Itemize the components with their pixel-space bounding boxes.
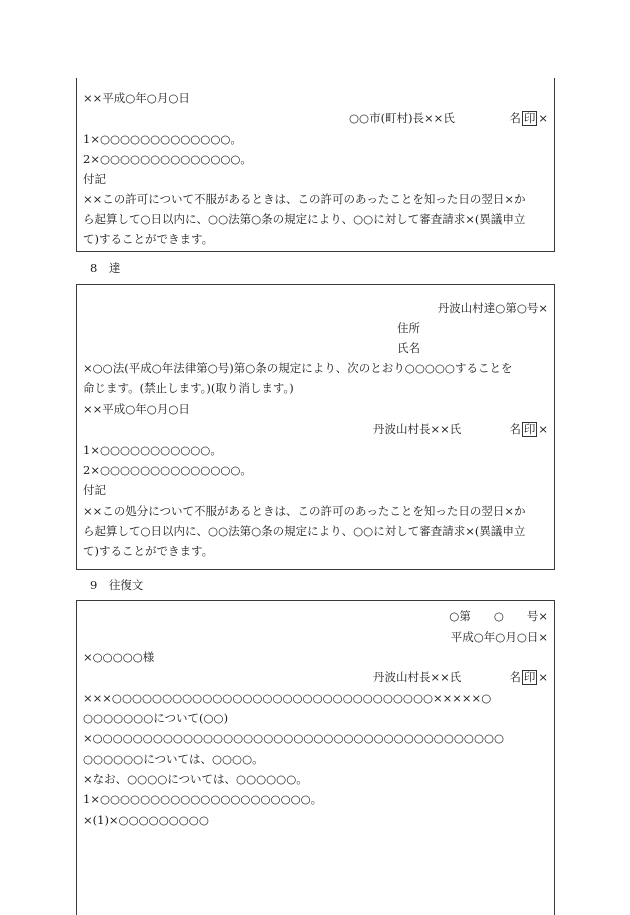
document-box-order: [76, 284, 555, 570]
item-2: 2×○○○○○○○○○○○○○○。: [83, 463, 252, 477]
date-line: ××平成○年○月○日: [83, 91, 190, 105]
seal-suffix: ×: [538, 111, 548, 125]
body-line-3: ×○○○○○○○○○○○○○○○○○○○○○○○○○○○○○○○○○○○○○○○○○: [83, 731, 505, 745]
body-line-5: ×なお、○○○○については、○○○○○○。: [83, 772, 308, 786]
note-line-2: ら起算して○日以内に、○○法第○条の規定により、○○に対して審査請求×(異議申立: [83, 212, 526, 226]
seal-suffix: ×: [538, 422, 548, 436]
note-line-1: ××この処分について不服があるときは、この許可のあったことを知った日の翌日×か: [83, 504, 526, 518]
section-heading-9: 9 往復文: [90, 578, 144, 592]
name-label: 氏名: [397, 341, 420, 355]
seal-prefix: 名: [509, 422, 521, 436]
body-line-1: ×××○○○○○○○○○○○○○○○○○○○○○○○○○○○○○○○○×××××○: [83, 691, 492, 705]
issuer-name: 丹波山村長××氏: [373, 422, 462, 436]
document-box-continued: [76, 78, 555, 252]
seal-mark: 印: [523, 111, 536, 125]
item-2: 2×○○○○○○○○○○○○○○。: [83, 152, 252, 166]
item-1: 1×○○○○○○○○○○○○○。: [83, 132, 242, 146]
note-line-1: ××この許可について不服があるときは、この許可のあったことを知った日の翌日×か: [83, 192, 526, 206]
date-line: 平成○年○月○日×: [450, 630, 548, 644]
document-box-correspondence: [76, 600, 555, 915]
seal-mark: 印: [523, 422, 536, 436]
seal-mark: 印: [523, 670, 536, 684]
item-1: 1×○○○○○○○○○○○。: [83, 443, 222, 457]
seal-block: [509, 108, 548, 128]
section-heading-8: 8 達: [90, 261, 121, 275]
note-line-2: ら起算して○日以内に、○○法第○条の規定により、○○に対して審査請求×(異議申立: [83, 524, 526, 538]
seal-suffix: ×: [538, 670, 548, 684]
document-number: ○第 ○ 号×: [449, 609, 548, 623]
body-line-2: 命じます。(禁止します。)(取り消します。): [83, 381, 294, 395]
seal-block: [509, 667, 548, 687]
item-1: 1×○○○○○○○○○○○○○○○○○○○○○。: [83, 792, 323, 806]
body-line-4: ○○○○○○については、○○○○。: [83, 752, 264, 766]
note-label: 付記: [83, 483, 106, 497]
sub-item-1: ×(1)×○○○○○○○○○: [83, 813, 209, 827]
addressee: ×○○○○○様: [83, 650, 155, 664]
note-label: 付記: [83, 172, 106, 186]
issuer-name: 丹波山村長××氏: [373, 670, 462, 684]
date-line: ××平成○年○月○日: [83, 402, 190, 416]
document-number: 丹波山村達○第○号×: [437, 301, 548, 315]
issuer-name: ○○市(町村)長××氏: [349, 111, 455, 125]
seal-block: [509, 419, 548, 439]
note-line-3: て)することができます。: [83, 544, 214, 558]
seal-prefix: 名: [509, 111, 521, 125]
note-line-3: て)することができます。: [83, 232, 214, 246]
body-line-1: ×○○法(平成○年法律第○号)第○条の規定により、次のとおり○○○○○することを: [83, 361, 513, 375]
seal-prefix: 名: [509, 670, 521, 684]
body-line-2: ○○○○○○○について(○○): [83, 711, 229, 725]
address-label: 住所: [397, 321, 420, 335]
